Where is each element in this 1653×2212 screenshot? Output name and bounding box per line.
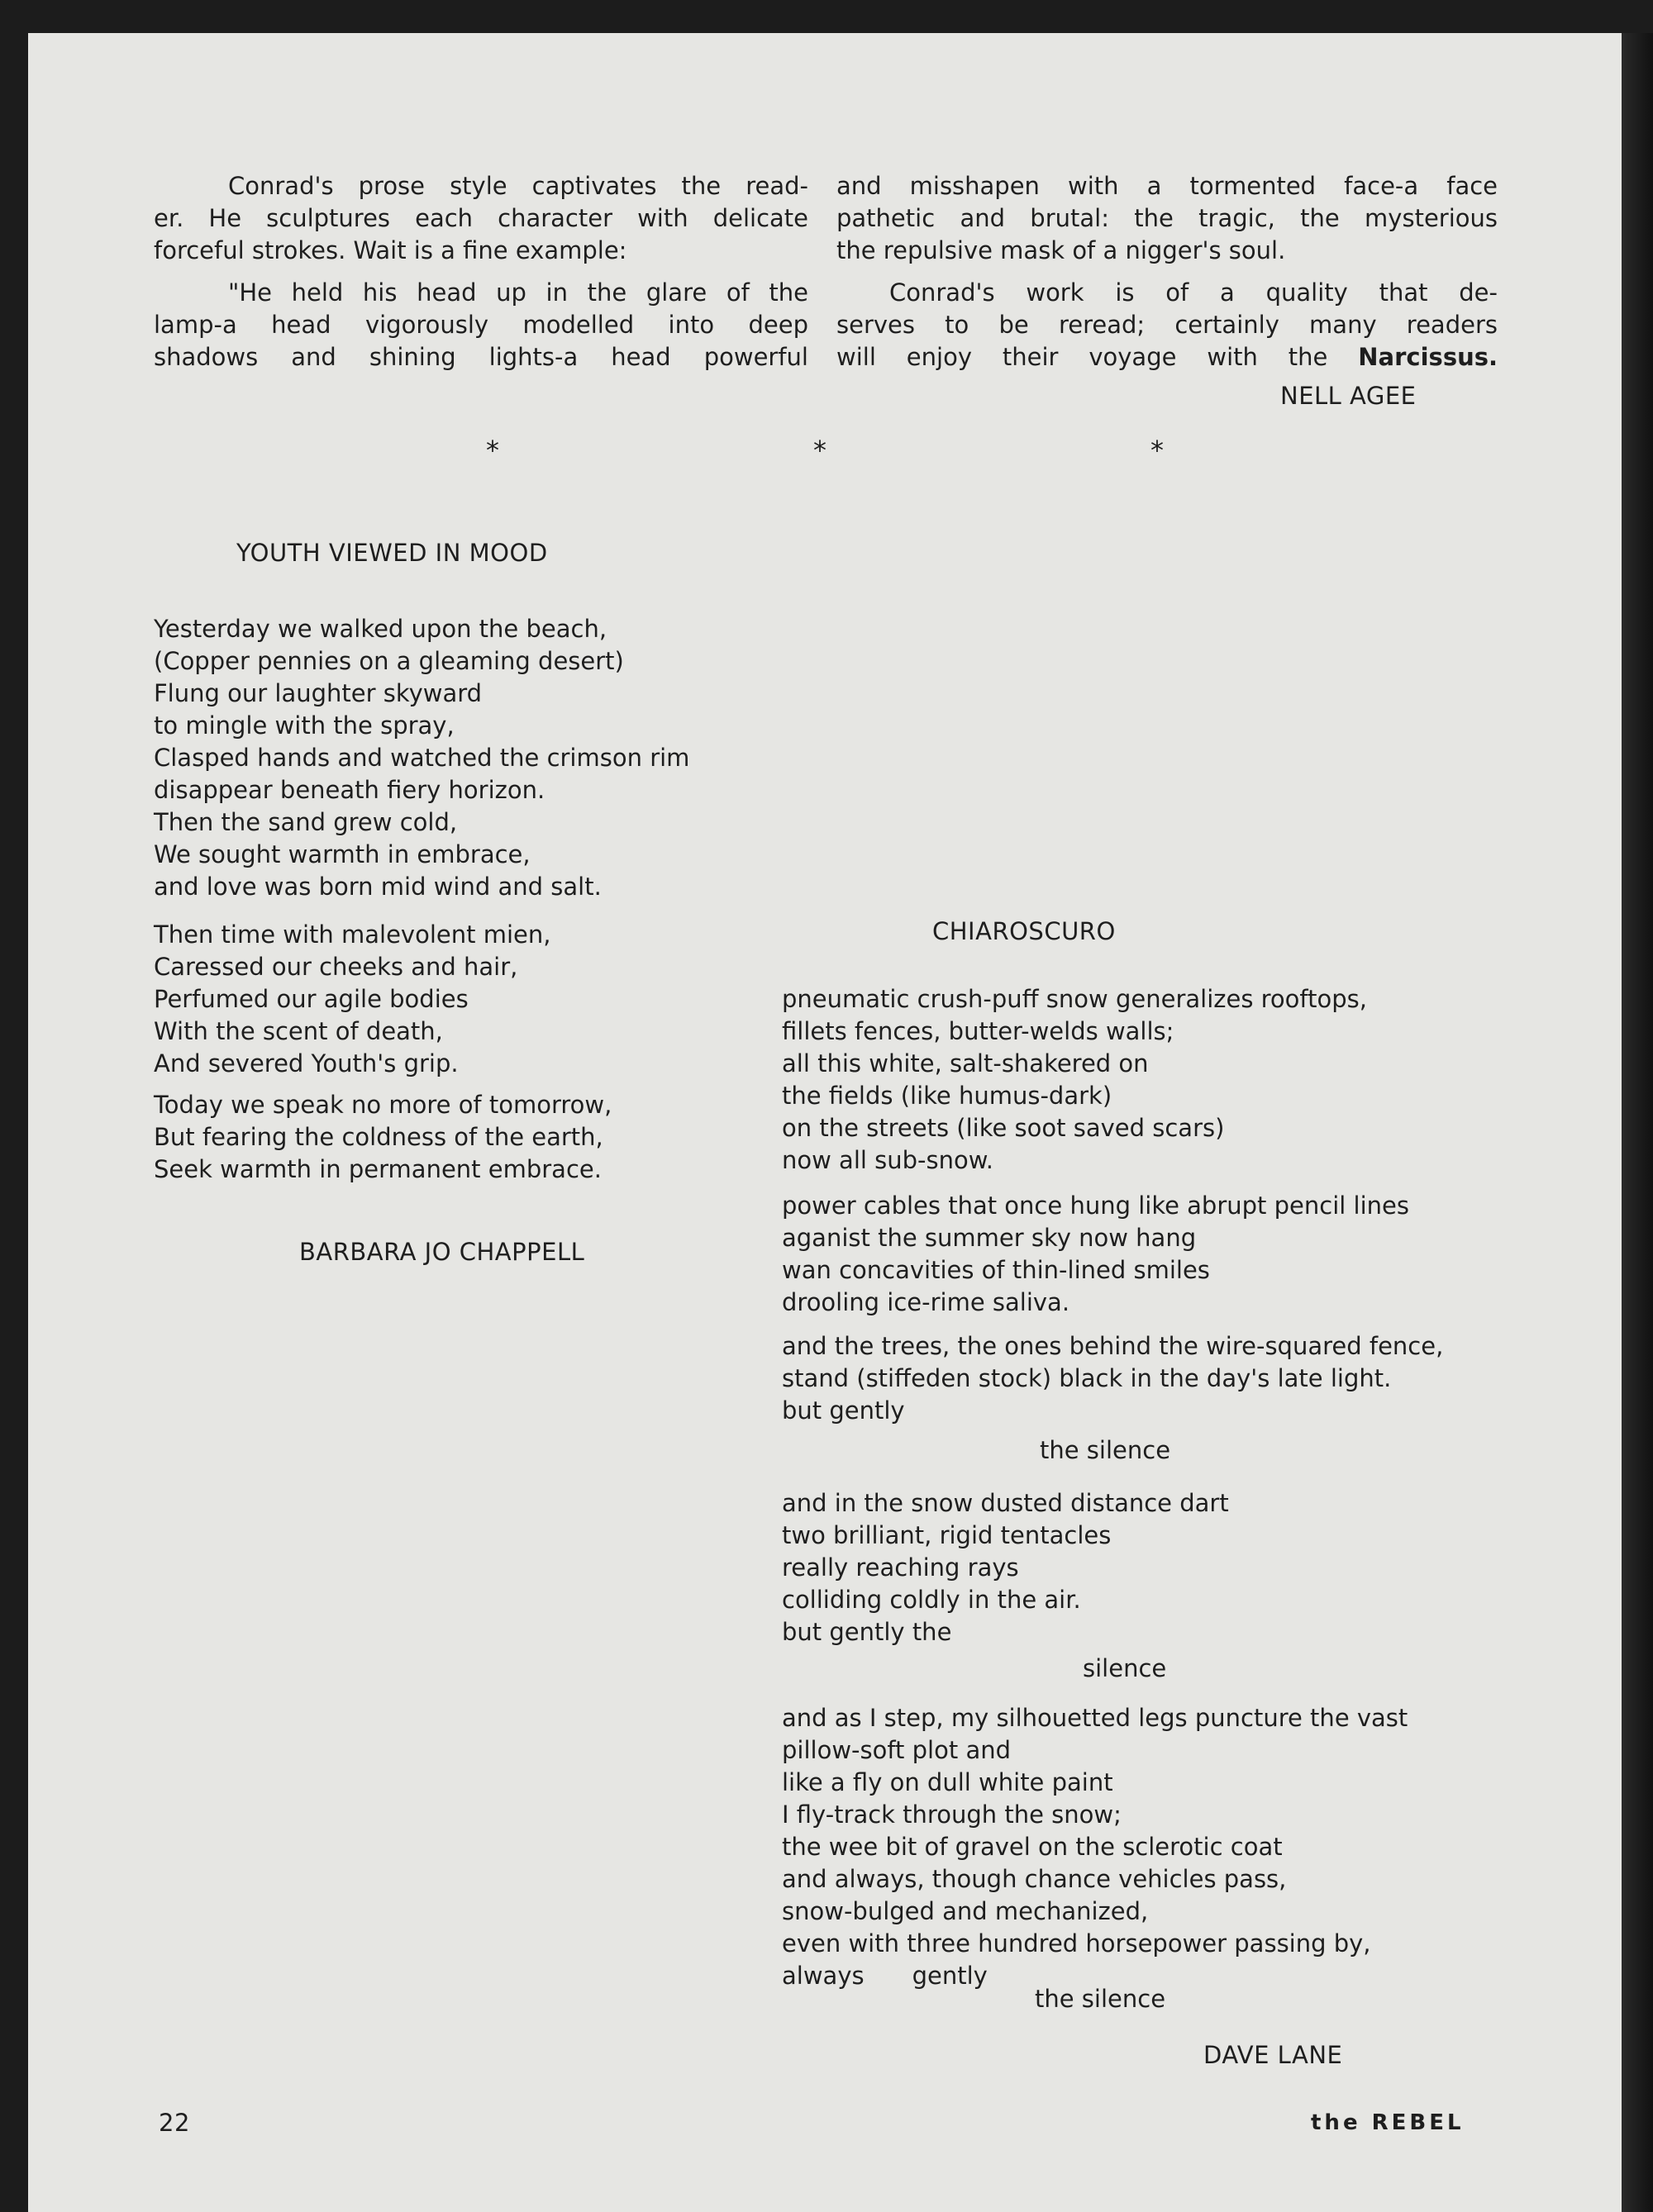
poem-line: stand (stiffeden stock) black in the day's late light. [782, 1364, 1392, 1392]
poem-title: CHIAROSCURO [932, 917, 1116, 945]
poem-line: Flung our laughter skyward [154, 679, 483, 707]
poem-stanza [782, 983, 1367, 1177]
poem-line: the wee bit of gravel on the sclerotic coat [782, 1833, 1283, 1861]
prose-line: and misshapen with a tormented face-a face [836, 172, 1498, 200]
prose-line: the repulsive mask of a nigger's soul. [836, 236, 1286, 264]
poem-line: disappear beneath fiery horizon. [154, 776, 545, 804]
poem-line: and as I step, my silhouetted legs puncture the vast [782, 1704, 1408, 1732]
poem-line: Then time with malevolent mien, [154, 920, 551, 949]
poem-line: Then the sand grew cold, [154, 808, 458, 836]
poem-line: Yesterday we walked upon the beach, [154, 615, 607, 643]
poem-line: Caressed our cheeks and hair, [154, 953, 518, 981]
poem-line: really reaching rays [782, 1553, 1019, 1582]
magazine-page [28, 33, 1622, 2212]
poem-line: And severed Youth's grip. [154, 1049, 459, 1077]
poem-line: and in the snow dusted distance dart [782, 1489, 1229, 1517]
prose-left-column [154, 170, 808, 373]
poem-line: but gently [782, 1396, 905, 1425]
poem-refrain: the silence [1035, 1985, 1166, 2013]
prose-line-text: will enjoy their voyage with the [836, 343, 1359, 371]
poem-line: With the scent of death, [154, 1017, 443, 1045]
separator-asterisk: * [1150, 435, 1164, 466]
poem-line: pneumatic crush-puff snow generalizes rooftops, [782, 985, 1367, 1013]
poem-stanza [782, 1487, 1229, 1648]
prose-line: forceful strokes. Wait is a fine example: [154, 236, 627, 264]
prose-line: Conrad's work is of a quality that de- [889, 278, 1498, 307]
poem-author: DAVE LANE [1203, 2041, 1343, 2069]
page-number: 22 [159, 2109, 190, 2137]
poem-stanza [154, 919, 550, 1080]
poem-line: and love was born mid wind and salt. [154, 873, 602, 901]
poem-line: and always, though chance vehicles pass, [782, 1865, 1287, 1893]
poem-line: But fearing the coldness of the earth, [154, 1123, 603, 1151]
poem-line: even with three hundred horsepower passing by, [782, 1929, 1371, 1958]
poem-stanza [154, 613, 689, 903]
poem-word: always [782, 1962, 865, 1990]
magazine-name: the REBEL [1311, 2110, 1465, 2135]
poem-line: two brilliant, rigid tentacles [782, 1521, 1112, 1549]
poem-line: power cables that once hung like abrupt pencil lines [782, 1192, 1409, 1220]
poem-line: colliding coldly in the air. [782, 1586, 1081, 1614]
prose-line: "He held his head up in the glare of the [228, 278, 808, 307]
book-title: Narcissus. [1358, 343, 1498, 371]
poem-line: fillets fences, butter-welds walls; [782, 1017, 1174, 1045]
poem-line: drooling ice-rime saliva. [782, 1288, 1070, 1316]
poem-word: gently [912, 1962, 988, 1990]
poem-line: aganist the summer sky now hang [782, 1224, 1197, 1252]
poem-line: on the streets (like soot saved scars) [782, 1114, 1225, 1142]
poem-line: pillow-soft plot and [782, 1736, 1012, 1764]
page-edge-shadow [1622, 33, 1653, 2212]
poem-refrain: the silence [1040, 1436, 1171, 1464]
poem-title: YOUTH VIEWED IN MOOD [236, 539, 548, 567]
poem-stanza [782, 1702, 1408, 1992]
poem-line: to mingle with the spray, [154, 711, 455, 740]
poem-line: like a fly on dull white paint [782, 1768, 1113, 1796]
poem-line: Perfumed our agile bodies [154, 985, 469, 1013]
poem-line: snow-bulged and mechanized, [782, 1897, 1149, 1925]
prose-line: pathetic and brutal: the tragic, the mysterious [836, 204, 1498, 232]
poem-stanza [782, 1190, 1409, 1319]
prose-line: serves to be reread; certainly many readers [836, 311, 1498, 339]
prose-right-column [836, 170, 1498, 373]
poem-line: wan concavities of thin-lined smiles [782, 1256, 1210, 1284]
separator-asterisk: * [813, 435, 826, 466]
poem-line: the fields (like humus-dark) [782, 1082, 1112, 1110]
prose-line: Conrad's prose style captivates the read- [228, 172, 808, 200]
poem-line: Clasped hands and watched the crimson rim [154, 744, 690, 772]
poem-line: and the trees, the ones behind the wire-squared fence, [782, 1332, 1444, 1360]
poem-stanza [154, 1089, 612, 1186]
poem-line: We sought warmth in embrace, [154, 840, 531, 868]
poem-line: but gently the [782, 1618, 952, 1646]
poem-line: Today we speak no more of tomorrow, [154, 1091, 612, 1119]
poem-line: (Copper pennies on a gleaming desert) [154, 647, 624, 675]
poem-line: all this white, salt-shakered on [782, 1049, 1149, 1077]
prose-line: shadows and shining lights-a head powerful [154, 343, 808, 371]
poem-refrain: silence [1083, 1654, 1167, 1682]
prose-line: er. He sculptures each character with delicate [154, 204, 808, 232]
separator-asterisk: * [486, 435, 499, 466]
poem-author: BARBARA JO CHAPPELL [299, 1238, 585, 1266]
prose-author: NELL AGEE [1280, 382, 1417, 410]
poem-line: Seek warmth in permanent embrace. [154, 1155, 602, 1183]
prose-line: lamp-a head vigorously modelled into deep [154, 311, 808, 339]
poem-line: now all sub-snow. [782, 1146, 994, 1174]
prose-line [836, 341, 1498, 373]
poem-stanza [782, 1330, 1443, 1427]
poem-line: I fly-track through the snow; [782, 1801, 1122, 1829]
